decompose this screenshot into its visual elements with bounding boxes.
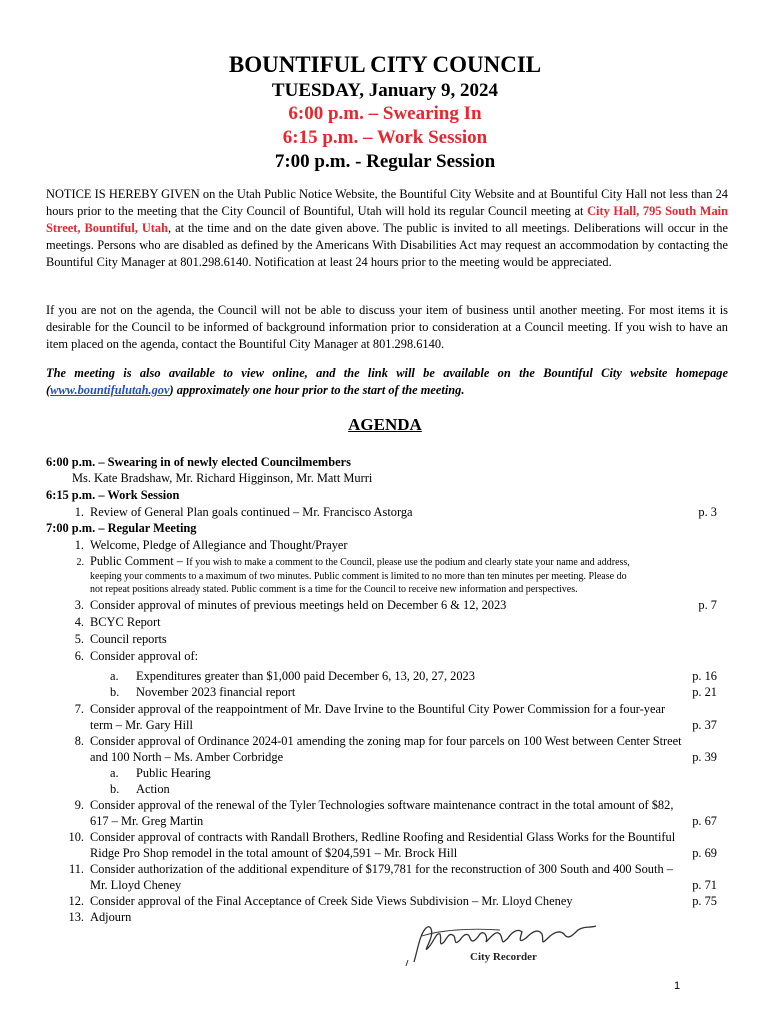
agenda-item-6b-page: p. 21 bbox=[692, 685, 717, 699]
agenda-item-6a-page: p. 16 bbox=[692, 669, 717, 683]
agenda-item-6b: b. November 2023 financial report bbox=[110, 685, 296, 699]
website-link[interactable]: www.bountifulutah.gov bbox=[50, 383, 170, 397]
agenda-item-3-page: p. 7 bbox=[698, 598, 717, 612]
agenda-item-12-page: p. 75 bbox=[692, 894, 717, 908]
agenda-item-7-page: p. 37 bbox=[692, 718, 717, 732]
agenda-item-7-cont: term – Mr. Gary Hill bbox=[90, 718, 193, 732]
agenda-item-12: 12. Consider approval of the Final Acceptance of Creek Side Views Subdivision – Mr. Lloyd Cheney bbox=[68, 894, 573, 908]
agenda-item-2-text: not repeat positions already stated. Public comment is a time for the Council to receive new information and perspectives. bbox=[90, 584, 578, 595]
work-session-item: 1. Review of General Plan goals continued – Mr. Francisco Astorga bbox=[74, 505, 413, 519]
agenda-item-11-cont: Mr. Lloyd Cheney bbox=[90, 878, 182, 892]
notice-paragraph: NOTICE IS HEREBY GIVEN on the Utah Public Notice Website, the Bountiful City Website and at Bountiful City Hall not less than 24 hours prior to the meeting that the City Council of Bountiful, Utah will hold its regular Council meeting at City Hall, 795 South Main Street, Bountiful, Utah, at the time and on the date given above. The public is invited to all meetings. Deliberations will occur in the meetings. Persons who are disabled as defined by the Americans With Disabilities Act may request an accommodation by contacting the Bountiful City Manager at 801.298.6140. Notification at least 24 hours prior to the meeting would be appreciated. bbox=[46, 187, 728, 269]
work-session-title: 6:15 p.m. – Work Session bbox=[46, 488, 180, 502]
agenda-item-8-cont: and 100 North – Ms. Amber Corbridge bbox=[90, 750, 284, 764]
agenda-item-8b: b. Action bbox=[110, 782, 170, 796]
agenda-item-9-page: p. 67 bbox=[692, 814, 717, 828]
swearing-in-time: 6:00 p.m. – Swearing In bbox=[288, 103, 482, 124]
agenda-item-3: 3. Consider approval of minutes of previous meetings held on December 6 & 12, 2023 bbox=[74, 598, 507, 612]
online-notice-paragraph: The meeting is also available to view online, and the link will be available on the Bountiful City website homepage (www.bountifulutah.gov) approximately one hour prior to the start of the meeting. bbox=[46, 366, 728, 397]
agenda-item-4: 4. BCYC Report bbox=[74, 615, 161, 629]
page-number: 1 bbox=[674, 980, 681, 992]
agenda-item-11-page: p. 71 bbox=[692, 878, 717, 892]
work-session-page: p. 3 bbox=[698, 505, 717, 519]
swearing-in-section-title: 6:00 p.m. – Swearing in of newly elected Councilmembers bbox=[46, 455, 351, 469]
agenda-item-8-page: p. 39 bbox=[692, 750, 717, 764]
agenda-item-6: 6. Consider approval of: bbox=[74, 649, 199, 663]
agenda-item-7: 7. Consider approval of the reappointment of Mr. Dave Irvine to the Bountiful City Power Commission for a four-year bbox=[74, 702, 666, 716]
agenda-item-6a: a. Expenditures greater than $1,000 paid December 6, 13, 20, 27, 2023 bbox=[110, 669, 475, 683]
agenda-item-10-page: p. 69 bbox=[692, 846, 717, 860]
agenda-item-1: 1. Welcome, Pledge of Allegiance and Thought/Prayer bbox=[74, 538, 348, 552]
regular-meeting-title: 7:00 p.m. – Regular Meeting bbox=[46, 521, 197, 535]
agenda-item-10-cont: Ridge Pro Shop remodel in the total amount of $204,591 – Mr. Brock Hill bbox=[90, 846, 458, 860]
city-recorder-signature bbox=[400, 918, 612, 968]
agenda-heading: AGENDA bbox=[348, 415, 422, 434]
document-title: BOUNTIFUL CITY COUNCIL bbox=[228, 52, 542, 77]
agenda-item-2-text: keeping your comments to a maximum of two minutes. Public comment is limited to no more than ten minutes per meeting. Please do bbox=[90, 571, 627, 582]
meeting-location: City Hall, 795 South Main Street, Bountiful, Utah bbox=[46, 204, 728, 235]
agenda-item-13: 13. Adjourn bbox=[68, 910, 132, 924]
agenda-item-9-cont: 617 – Mr. Greg Martin bbox=[90, 814, 204, 828]
agenda-item-10: 10. Consider approval of contracts with Randall Brothers, Redline Roofing and Residential Glass Works for the Bountiful bbox=[68, 830, 676, 844]
swearing-in-names: Ms. Kate Bradshaw, Mr. Richard Higginson, Mr. Matt Murri bbox=[72, 471, 373, 485]
agenda-item-8: 8. Consider approval of Ordinance 2024-01 amending the zoning map for four parcels on 100 West between Center Street bbox=[74, 734, 682, 748]
regular-session-time: 7:00 p.m. - Regular Session bbox=[274, 151, 496, 172]
signature-role: City Recorder bbox=[470, 951, 537, 963]
work-session-time: 6:15 p.m. – Work Session bbox=[282, 127, 488, 148]
agenda-item-9: 9. Consider approval of the renewal of the Tyler Technologies software maintenance contract in the total amount of $82, bbox=[74, 798, 674, 812]
agenda-item-5: 5. Council reports bbox=[74, 632, 167, 646]
agenda-item-8a: a. Public Hearing bbox=[110, 766, 211, 780]
agenda-item-2: 2. Public Comment – If you wish to make a comment to the Council, please use the podium and clearly state your name and address, bbox=[76, 554, 630, 568]
agenda-note-paragraph: If you are not on the agenda, the Council will not be able to discuss your item of business until another meeting. For most items it is desirable for the Council to be informed of background information prior to consideration at a Council meeting. If you wish to have an item placed on the agenda, contact the Bountiful City Manager at 801.298.6140. bbox=[46, 303, 728, 351]
agenda-item-11: 11. Consider authorization of the additional expenditure of $179,781 for the reconstruction of 300 South and 400 South – bbox=[68, 862, 673, 876]
meeting-date: TUESDAY, January 9, 2024 bbox=[271, 80, 499, 101]
